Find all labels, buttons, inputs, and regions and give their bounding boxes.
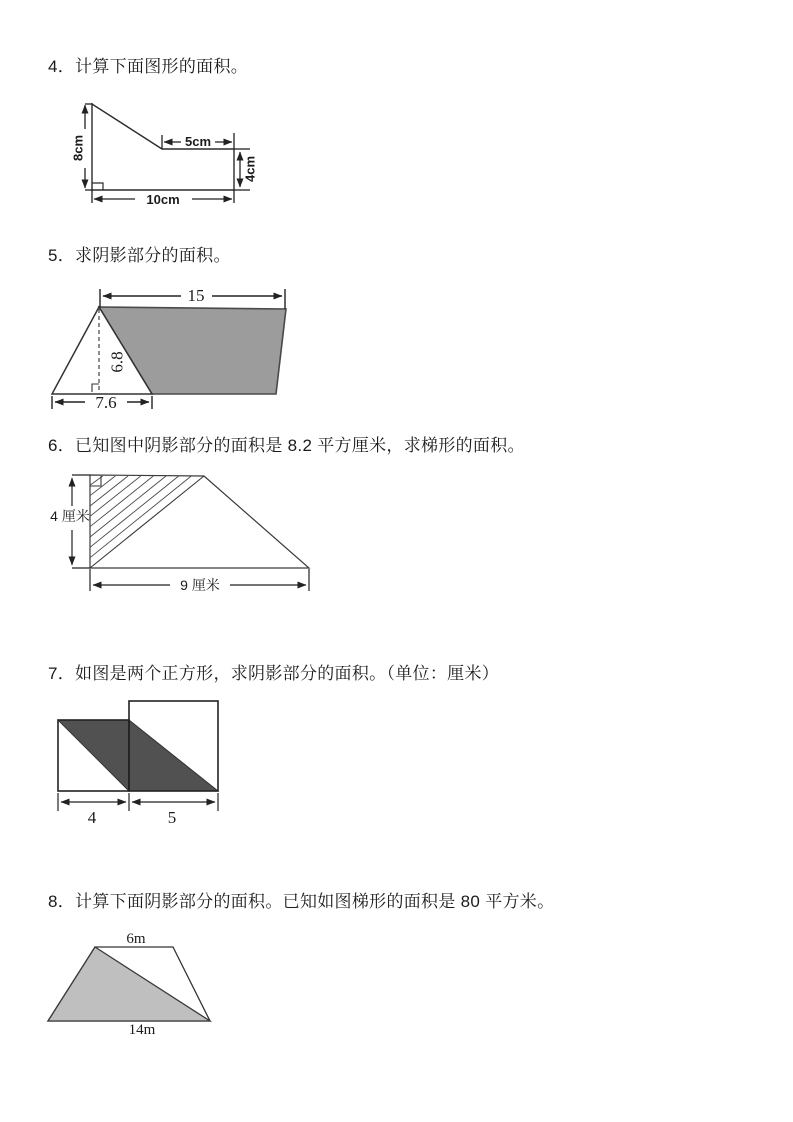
problem-6-heading: 6．已知图中阴影部分的面积是 8.2 平方厘米，求梯形的面积。 — [48, 436, 525, 455]
problem-7-heading: 7．如图是两个正方形，求阴影部分的面积。（单位：厘米） — [48, 664, 500, 683]
dim-6-8-label: 6.8 — [107, 351, 127, 373]
dim-15-label: 15 — [187, 286, 205, 305]
dim-8cm-label: 8cm — [70, 134, 86, 162]
figure-4-composite-shape — [60, 95, 265, 215]
problem-4-heading: 4．计算下面图形的面积。 — [48, 57, 249, 76]
dim-7-6-label: 7.6 — [95, 393, 117, 412]
dim-4-label: 4 — [87, 808, 97, 827]
dim-14m-label: 14m — [128, 1022, 156, 1038]
problem-8-heading: 8．计算下面阴影部分的面积。已知如图梯形的面积是 80 平方米。 — [48, 892, 555, 911]
shaded-region — [58, 720, 218, 791]
composite-polygon — [92, 104, 234, 190]
dim-5cm-label: 5cm — [184, 134, 212, 149]
trapezoid-outline — [90, 475, 309, 568]
dim-4cm-label: 4cm — [242, 155, 258, 183]
dim-9cm-label: 9 厘米 — [180, 577, 220, 593]
figure-6-trapezoid-hatched — [40, 468, 332, 600]
figure-8-trapezoid-shaded — [40, 925, 220, 1040]
problem-5-heading: 5．求阴影部分的面积。 — [48, 246, 231, 265]
dim-10cm-label: 10cm — [146, 192, 180, 207]
figure-5-parallelogram-shaded — [40, 280, 300, 420]
figure-7-two-squares — [50, 695, 235, 830]
dim-6m-label: 6m — [126, 931, 146, 947]
dim-5-label: 5 — [167, 808, 177, 827]
dim-4cm-label: 4 厘米 — [50, 508, 90, 524]
